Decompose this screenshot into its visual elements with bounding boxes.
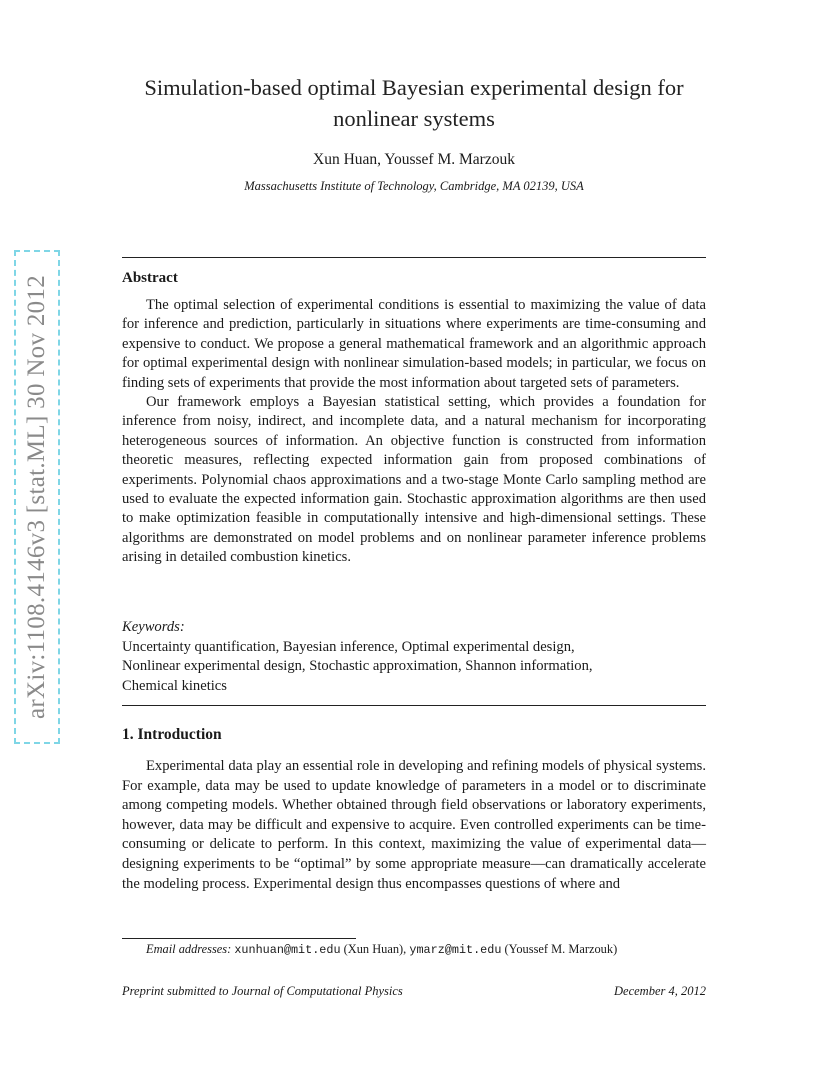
paper-title <box>122 72 706 134</box>
arxiv-identifier[interactable]: arXiv:1108.4146v3 [stat.ML] 30 Nov 2012 <box>23 274 50 720</box>
footnote-label: Email addresses: <box>146 942 232 956</box>
abstract-body <box>122 296 706 568</box>
abstract-top-rule <box>122 257 706 258</box>
title-line-2: nonlinear systems <box>333 106 495 131</box>
section-heading-introduction: 1. Introduction <box>122 726 222 743</box>
footer-journal: Preprint submitted to Journal of Computational Physics <box>122 984 403 998</box>
email-link-marzouk[interactable]: ymarz@mit.edu <box>409 943 502 957</box>
abstract-paragraph-1: The optimal selection of experimental conditions is essential to maximizing the value of data for inference and prediction, particularly in situations where experiments are time-consuming and expensive to conduct. We propose a general mathematical framework and an algorithmic approach for optimal experimental design with nonlinear simulation-based models; in particular, we focus on finding sets of experiments that provide the most information about targeted sets of parameters. <box>122 297 706 391</box>
footer-date: December 4, 2012 <box>614 984 706 998</box>
introduction-paragraph-1: Experimental data play an essential role in developing and refining models of physical systems. For example, data may be used to update knowledge of parameters in a model or to discriminate among competing models. Whether obtained through field observations or laboratory experiments, however, data may be difficult and expensive to acquire. Even controlled experiments can be time-consuming or delicate to perform. In this context, maximizing the value of experimental data—designing experiments to be “optimal” by some appropriate measure—can dramatically accelerate the modeling process. Experimental design thus encompasses questions of where and <box>122 758 706 892</box>
affiliation: Massachusetts Institute of Technology, Cambridge, MA 02139, USA <box>244 179 584 193</box>
abstract-bottom-rule <box>122 705 706 706</box>
abstract-paragraph-2: Our framework employs a Bayesian statistical setting, which provides a foundation for inference from noisy, indirect, and incomplete data, and a natural mechanism for incorporating heterogeneous sources of information. An objective function is constructed from information theoretic measures, reflecting expected information gain from proposed combinations of experiments. Polynomial chaos approximations and a two-stage Monte Carlo sampling method are used to evaluate the expected information gain. Stochastic approximation algorithms are then used to make optimization feasible in computationally intensive and high-dimensional settings. These algorithms are demonstrated on model problems and on nonlinear parameter inference problems arising in detailed combustion kinetics. <box>122 394 706 566</box>
keywords-line-3: Chemical kinetics <box>122 677 227 694</box>
keywords-list <box>122 638 706 696</box>
authors: Xun Huan, Youssef M. Marzouk <box>313 151 515 168</box>
footnote-rule <box>122 938 356 939</box>
introduction-body <box>122 757 706 894</box>
keywords-label: Keywords: <box>122 619 185 635</box>
email-owner-marzouk: (Youssef M. Marzouk) <box>504 942 618 956</box>
abstract-heading: Abstract <box>122 270 178 286</box>
title-line-1: Simulation-based optimal Bayesian experimental design for <box>144 75 684 100</box>
keywords-line-2: Nonlinear experimental design, Stochastic approximation, Shannon information, <box>122 658 593 675</box>
email-owner-huan: (Xun Huan), <box>343 942 407 956</box>
email-link-huan[interactable]: xunhuan@mit.edu <box>234 943 341 957</box>
footnote-emails <box>122 942 706 957</box>
keywords-line-1: Uncertainty quantification, Bayesian inference, Optimal experimental design, <box>122 639 575 655</box>
